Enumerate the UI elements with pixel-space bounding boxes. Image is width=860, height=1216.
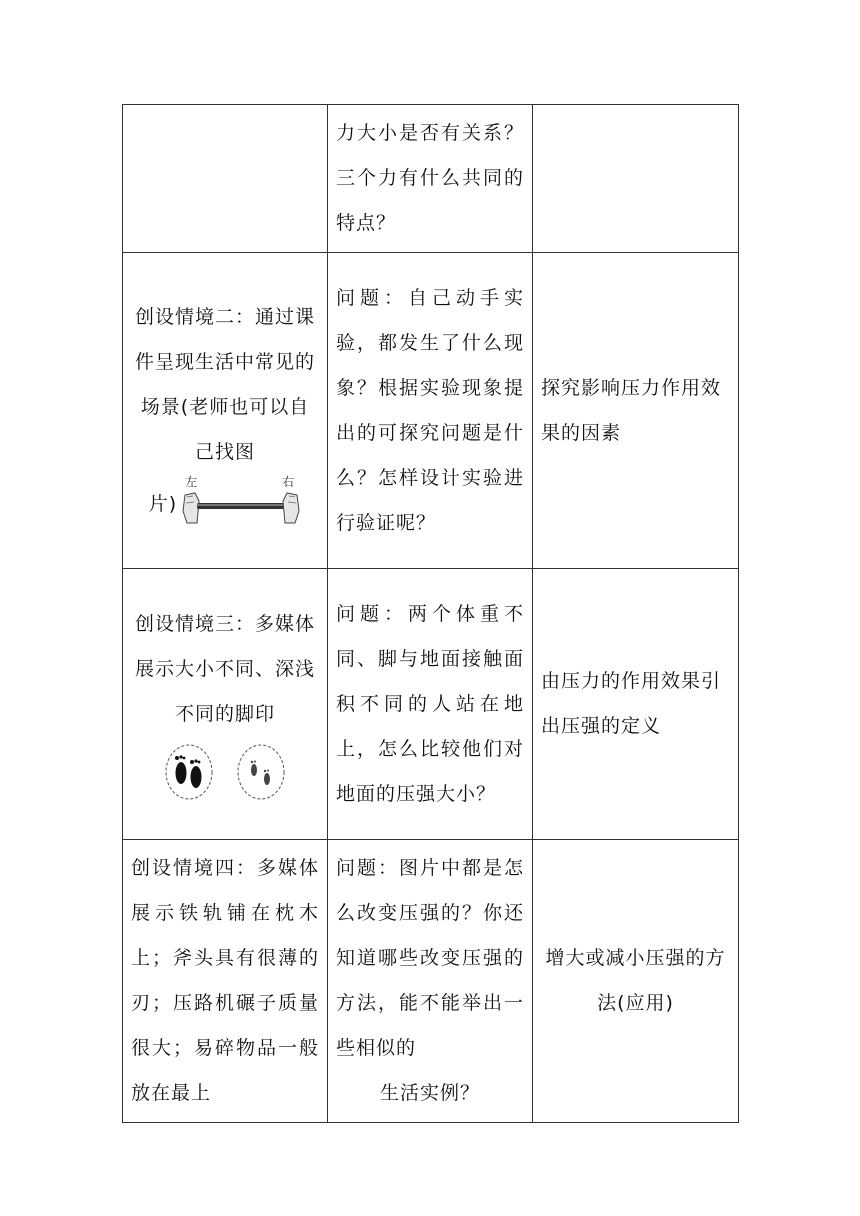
- lesson-table: [122, 104, 739, 1123]
- cell-scenario: [123, 569, 328, 840]
- cell-scenario: 创设情境四：多媒体展示铁轨铺在枕木上；斧头具有很薄的刃；压路机碾子质量很大；易碎物品一般放在最上: [123, 840, 328, 1123]
- cell-goal: 增大或减小压强的方法(应用): [533, 840, 739, 1123]
- table-row: [123, 840, 739, 1123]
- table-row: [123, 569, 739, 840]
- question-text-tail: 生活实例？: [379, 1082, 480, 1104]
- cell-goal: [533, 105, 739, 253]
- table-row: [123, 253, 739, 569]
- rod-pressing-figure: [181, 475, 301, 527]
- small-footprints-icon: [236, 743, 286, 801]
- cell-question: 力大小是否有关系？三个力有什么共同的特点？: [328, 105, 533, 253]
- cell-question: [328, 840, 533, 1123]
- figure-row: [131, 475, 319, 527]
- question-text: 问题：图片中都是怎么改变压强的？你还知道哪些改变压强的方法，能不能举出一些相似的: [336, 857, 524, 1059]
- cell-scenario: [123, 105, 328, 253]
- figure-label-right: 右: [282, 474, 296, 489]
- scenario-text: 创设情境三：多媒体展示大小不同、深浅不同的脚印: [134, 612, 315, 725]
- cell-question: 问题：自己动手实验，都发生了什么现象？根据实验现象提出的可探究问题是什么？怎样设计实验进行验证呢？: [328, 253, 533, 569]
- footprints-figure: [131, 737, 319, 807]
- figure-label-left: 左: [185, 474, 199, 489]
- large-footprints-icon: [164, 743, 214, 801]
- cell-scenario: [123, 253, 328, 569]
- scenario-text-tail: 片): [148, 492, 178, 515]
- cell-goal: 探究影响压力作用效果的因素: [533, 253, 739, 569]
- cell-question: 问题：两个体重不同、脚与地面接触面积不同的人站在地上，怎么比较他们对地面的压强大小？: [328, 569, 533, 840]
- scenario-text: 创设情境二：通过课件呈现生活中常见的场景(老师也可以自己找图: [134, 305, 315, 463]
- cell-goal: 由压力的作用效果引出压强的定义: [533, 569, 739, 840]
- table-row: [123, 105, 739, 253]
